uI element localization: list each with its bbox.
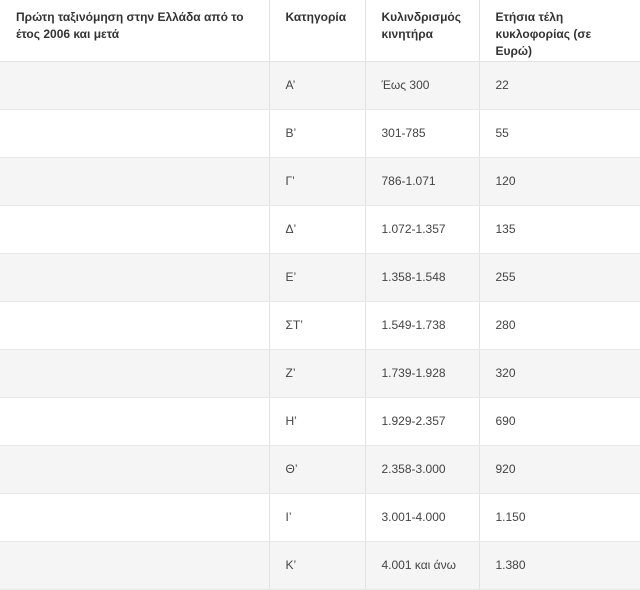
- table-row: [0, 109, 640, 157]
- cell-first-registration: [0, 349, 269, 397]
- cell-category: Β’: [269, 109, 365, 157]
- cell-first-registration: [0, 493, 269, 541]
- table-row: [0, 445, 640, 493]
- header-category: Κατηγορία: [269, 0, 365, 61]
- table-row: [0, 61, 640, 109]
- table-row: [0, 205, 640, 253]
- cell-engine-capacity: 786-1.071: [365, 157, 479, 205]
- cell-first-registration: [0, 445, 269, 493]
- header-first-registration: Πρώτη ταξινόμηση στην Ελλάδα από το έτος 2006 και μετά: [0, 0, 269, 61]
- cell-category: Γ’: [269, 157, 365, 205]
- cell-engine-capacity: 2.358-3.000: [365, 445, 479, 493]
- cell-annual-fee: 120: [479, 157, 640, 205]
- cell-first-registration: [0, 157, 269, 205]
- cell-annual-fee: 1.150: [479, 493, 640, 541]
- cell-category: Δ’: [269, 205, 365, 253]
- cell-engine-capacity: 1.549-1.738: [365, 301, 479, 349]
- cell-first-registration: [0, 253, 269, 301]
- cell-engine-capacity: 4.001 και άνω: [365, 541, 479, 589]
- cell-category: Η’: [269, 397, 365, 445]
- table-row: [0, 493, 640, 541]
- cell-annual-fee: 280: [479, 301, 640, 349]
- cell-category: Ι’: [269, 493, 365, 541]
- table-row: [0, 397, 640, 445]
- cell-first-registration: [0, 301, 269, 349]
- cell-annual-fee: 1.380: [479, 541, 640, 589]
- table-header-row: [0, 0, 640, 61]
- cell-category: ΣΤ’: [269, 301, 365, 349]
- cell-engine-capacity: 301-785: [365, 109, 479, 157]
- cell-annual-fee: 690: [479, 397, 640, 445]
- cell-first-registration: [0, 61, 269, 109]
- cell-category: Θ’: [269, 445, 365, 493]
- cell-engine-capacity: Έως 300: [365, 61, 479, 109]
- cell-annual-fee: 920: [479, 445, 640, 493]
- cell-engine-capacity: 1.072-1.357: [365, 205, 479, 253]
- cell-first-registration: [0, 109, 269, 157]
- cell-category: Ε’: [269, 253, 365, 301]
- cell-category: Α’: [269, 61, 365, 109]
- cell-annual-fee: 320: [479, 349, 640, 397]
- cell-category: Κ’: [269, 541, 365, 589]
- table-row: [0, 157, 640, 205]
- cell-annual-fee: 135: [479, 205, 640, 253]
- cell-engine-capacity: 1.358-1.548: [365, 253, 479, 301]
- cell-annual-fee: 55: [479, 109, 640, 157]
- cell-engine-capacity: 1.929-2.357: [365, 397, 479, 445]
- header-engine-capacity: Κυλινδρισμός κινητήρα: [365, 0, 479, 61]
- cell-engine-capacity: 1.739-1.928: [365, 349, 479, 397]
- cell-first-registration: [0, 205, 269, 253]
- table-row: [0, 541, 640, 589]
- cell-annual-fee: 255: [479, 253, 640, 301]
- cell-engine-capacity: 3.001-4.000: [365, 493, 479, 541]
- cell-first-registration: [0, 541, 269, 589]
- cell-first-registration: [0, 397, 269, 445]
- table-row: [0, 349, 640, 397]
- cell-annual-fee: 22: [479, 61, 640, 109]
- table-row: [0, 301, 640, 349]
- table-row: [0, 253, 640, 301]
- cell-category: Ζ’: [269, 349, 365, 397]
- header-annual-fee: Ετήσια τέλη κυκλοφορίας (σε Ευρώ): [479, 0, 640, 61]
